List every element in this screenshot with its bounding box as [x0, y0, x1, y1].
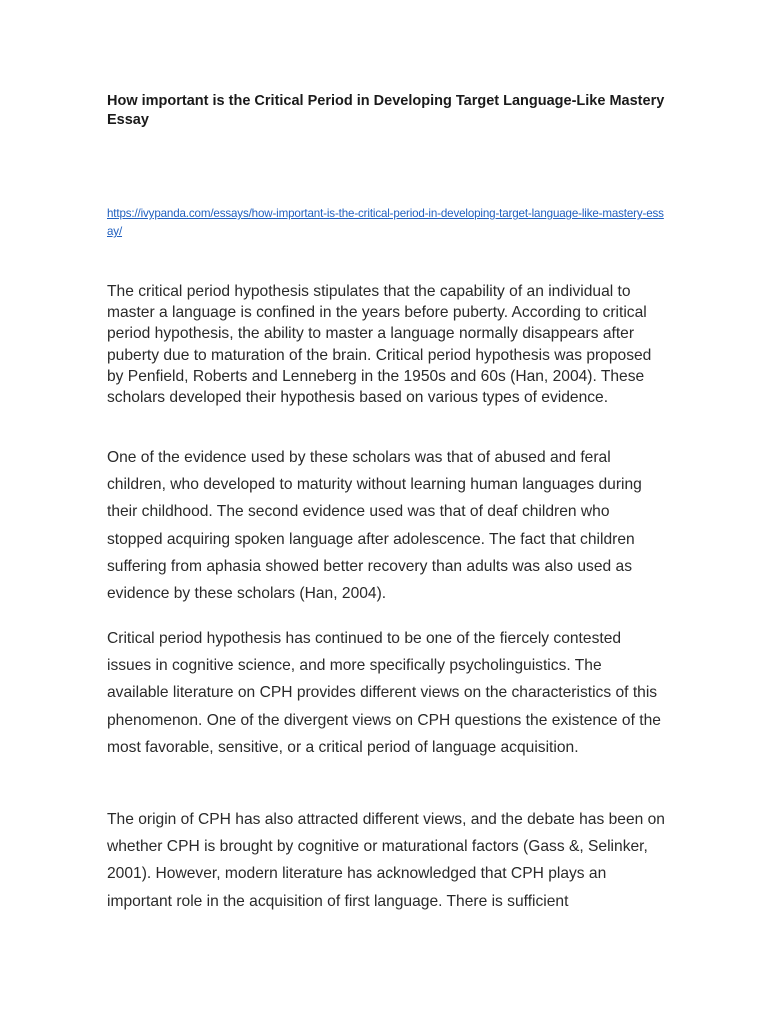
paragraph-4: The origin of CPH has also attracted different views, and the debate has been on whether CPH is brought by cognitive or maturational factors (Gass &, Selinker, 2001). However, modern literature has acknowledged that CPH plays an important role in the acquisition of first language. There is sufficient — [107, 811, 665, 910]
source-link[interactable]: https://ivypanda.com/essays/how-important-is-the-critical-period-in-developing-target-language-like-mastery-essay/ — [107, 207, 664, 238]
paragraph-1: The critical period hypothesis stipulates that the capability of an individual to master a language is confined in the years before puberty. According to critical period hypothesis, the ability to master a language normally disappears after puberty due to maturation of the brain. Critical period hypothesis was proposed by Penfield, Roberts and Lenneberg in the 1950s and 60s (Han, 2004). These scholars developed their hypothesis based on various types of evidence. — [107, 283, 652, 407]
document-title: How important is the Critical Period in Developing Target Language-Like Mastery Essay — [107, 93, 665, 128]
paragraph-2: One of the evidence used by these scholars was that of abused and feral children, who developed to maturity without learning human languages during their childhood. The second evidence used was that of deaf children who stopped acquiring spoken language after adolescence. The fact that children suffering from aphasia showed better recovery than adults was also used as evidence by these scholars (Han, 2004). — [107, 449, 642, 603]
paragraph-3: Critical period hypothesis has continued to be one of the fiercely contested issues in cognitive science, and more specifically psycholinguistics. The available literature on CPH provides different views on the characteristics of this phenomenon. One of the divergent views on CPH questions the existence of the most favorable, sensitive, or a critical period of language acquisition. — [107, 630, 661, 756]
